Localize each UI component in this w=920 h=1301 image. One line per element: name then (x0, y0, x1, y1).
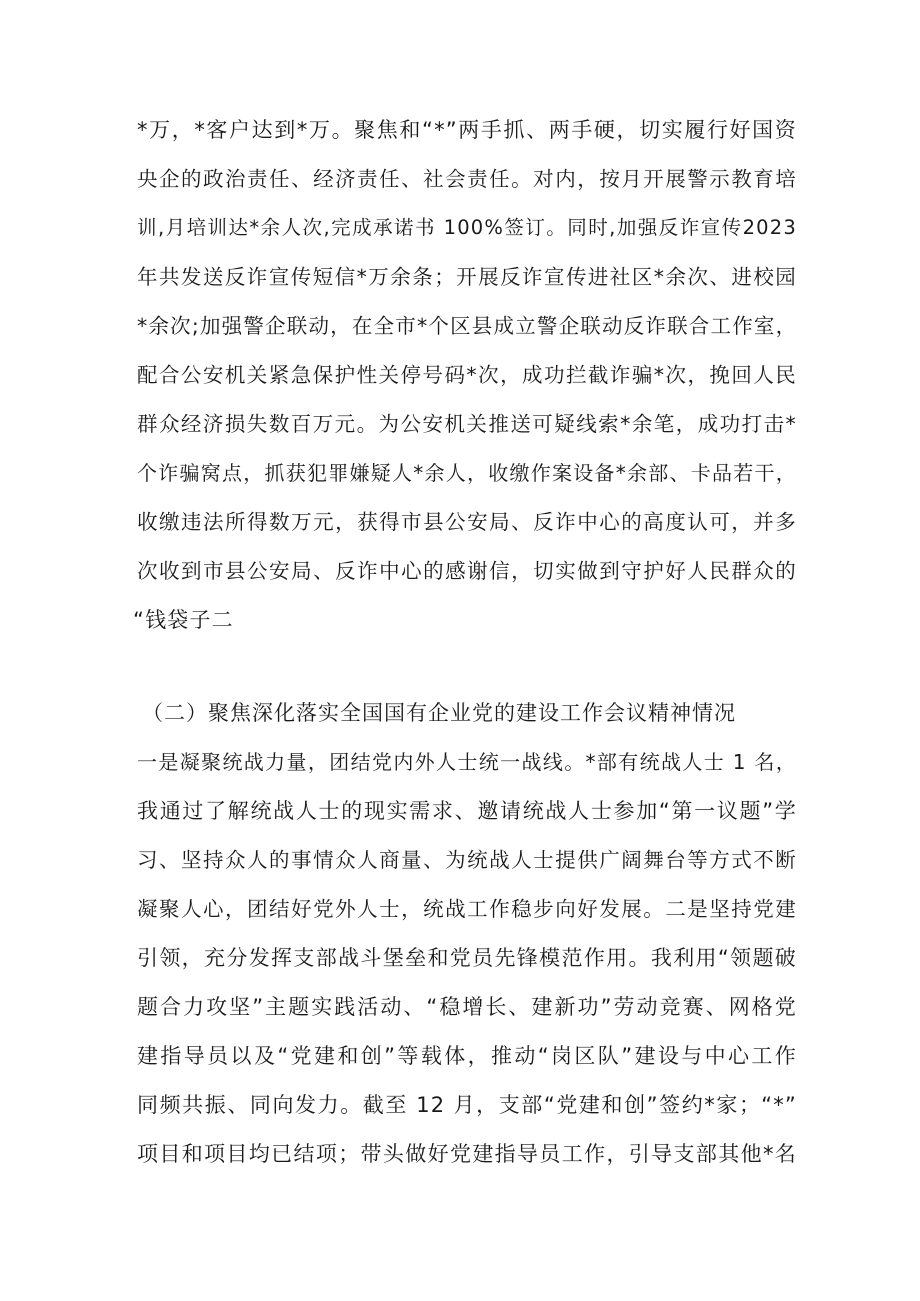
paragraph2-line-1: 一是凝聚统战力量，团结党内外人士统一战线。*部有统战人士 1 名， (137, 750, 797, 774)
paragraph1-line-10: 次收到市县公安局、反诈中心的感谢信，切实做到守护好人民群众的 (137, 559, 797, 583)
paragraph2-line-2: 我通过了解统战人士的现实需求、邀请统战人士参加“第一议题”学 (137, 799, 797, 823)
paragraph1-line-3: 训,月培训达*余人次,完成承诺书 100%签订。同时,加强反诈宣传2023 (137, 216, 797, 239)
section-heading: （二）聚焦深化落实全国国有企业党的建设工作会议精神情况 (142, 701, 736, 725)
paragraph2-line-7: 建指导员以及“党建和创”等载体，推动“岗区队”建设与中心工作 (137, 1044, 797, 1068)
paragraph2-line-8: 同频共振、同向发力。截至 12 月，支部“党建和创”签约*家；“*” (137, 1093, 797, 1117)
paragraph1-line-8: 个诈骗窝点，抓获犯罪嫌疑人*余人，收缴作案设备*余部、卡品若干， (137, 461, 797, 485)
paragraph1-line-2: 央企的政治责任、经济责任、社会责任。对内，按月开展警示教育培 (137, 167, 797, 191)
paragraph1-line-7: 群众经济损失数百万元。为公安机关推送可疑线索*余笔，成功打击* (137, 412, 797, 436)
paragraph1-line-5: *余次;加强警企联动，在全市*个区县成立警企联动反诈联合工作室， (137, 314, 798, 338)
paragraph2-line-6: 题合力攻坚”主题实践活动、“稳增长、建新功”劳动竞赛、网格党 (137, 995, 797, 1019)
paragraph1-line-11: “钱袋子二 (133, 608, 234, 632)
paragraph1-line-4: 年共发送反诈宣传短信*万余条；开展反诈宣传进社区*余次、进校园 (137, 265, 797, 289)
paragraph1-line-6: 配合公安机关紧急保护性关停号码*次，成功拦截诈骗*次，挽回人民 (137, 363, 797, 387)
paragraph2-line-4: 凝聚人心，团结好党外人士，统战工作稳步向好发展。二是坚持党建 (137, 897, 797, 921)
paragraph1-line-9: 收缴违法所得数万元，获得市县公安局、反诈中心的高度认可，并多 (137, 510, 797, 534)
paragraph2-line-3: 习、坚持众人的事情众人商量、为统战人士提供广阔舞台等方式不断 (137, 848, 797, 872)
paragraph2-line-5: 引领，充分发挥支部战斗堡垒和党员先锋模范作用。我利用“领题破 (137, 946, 797, 970)
paragraph1-line-1: *万，*客户达到*万。聚焦和“*”两手抓、两手硬，切实履行好国资 (137, 118, 797, 142)
paragraph2-line-9: 项目和项目均已结项；带头做好党建指导员工作，引导支部其他*名 (137, 1142, 797, 1166)
